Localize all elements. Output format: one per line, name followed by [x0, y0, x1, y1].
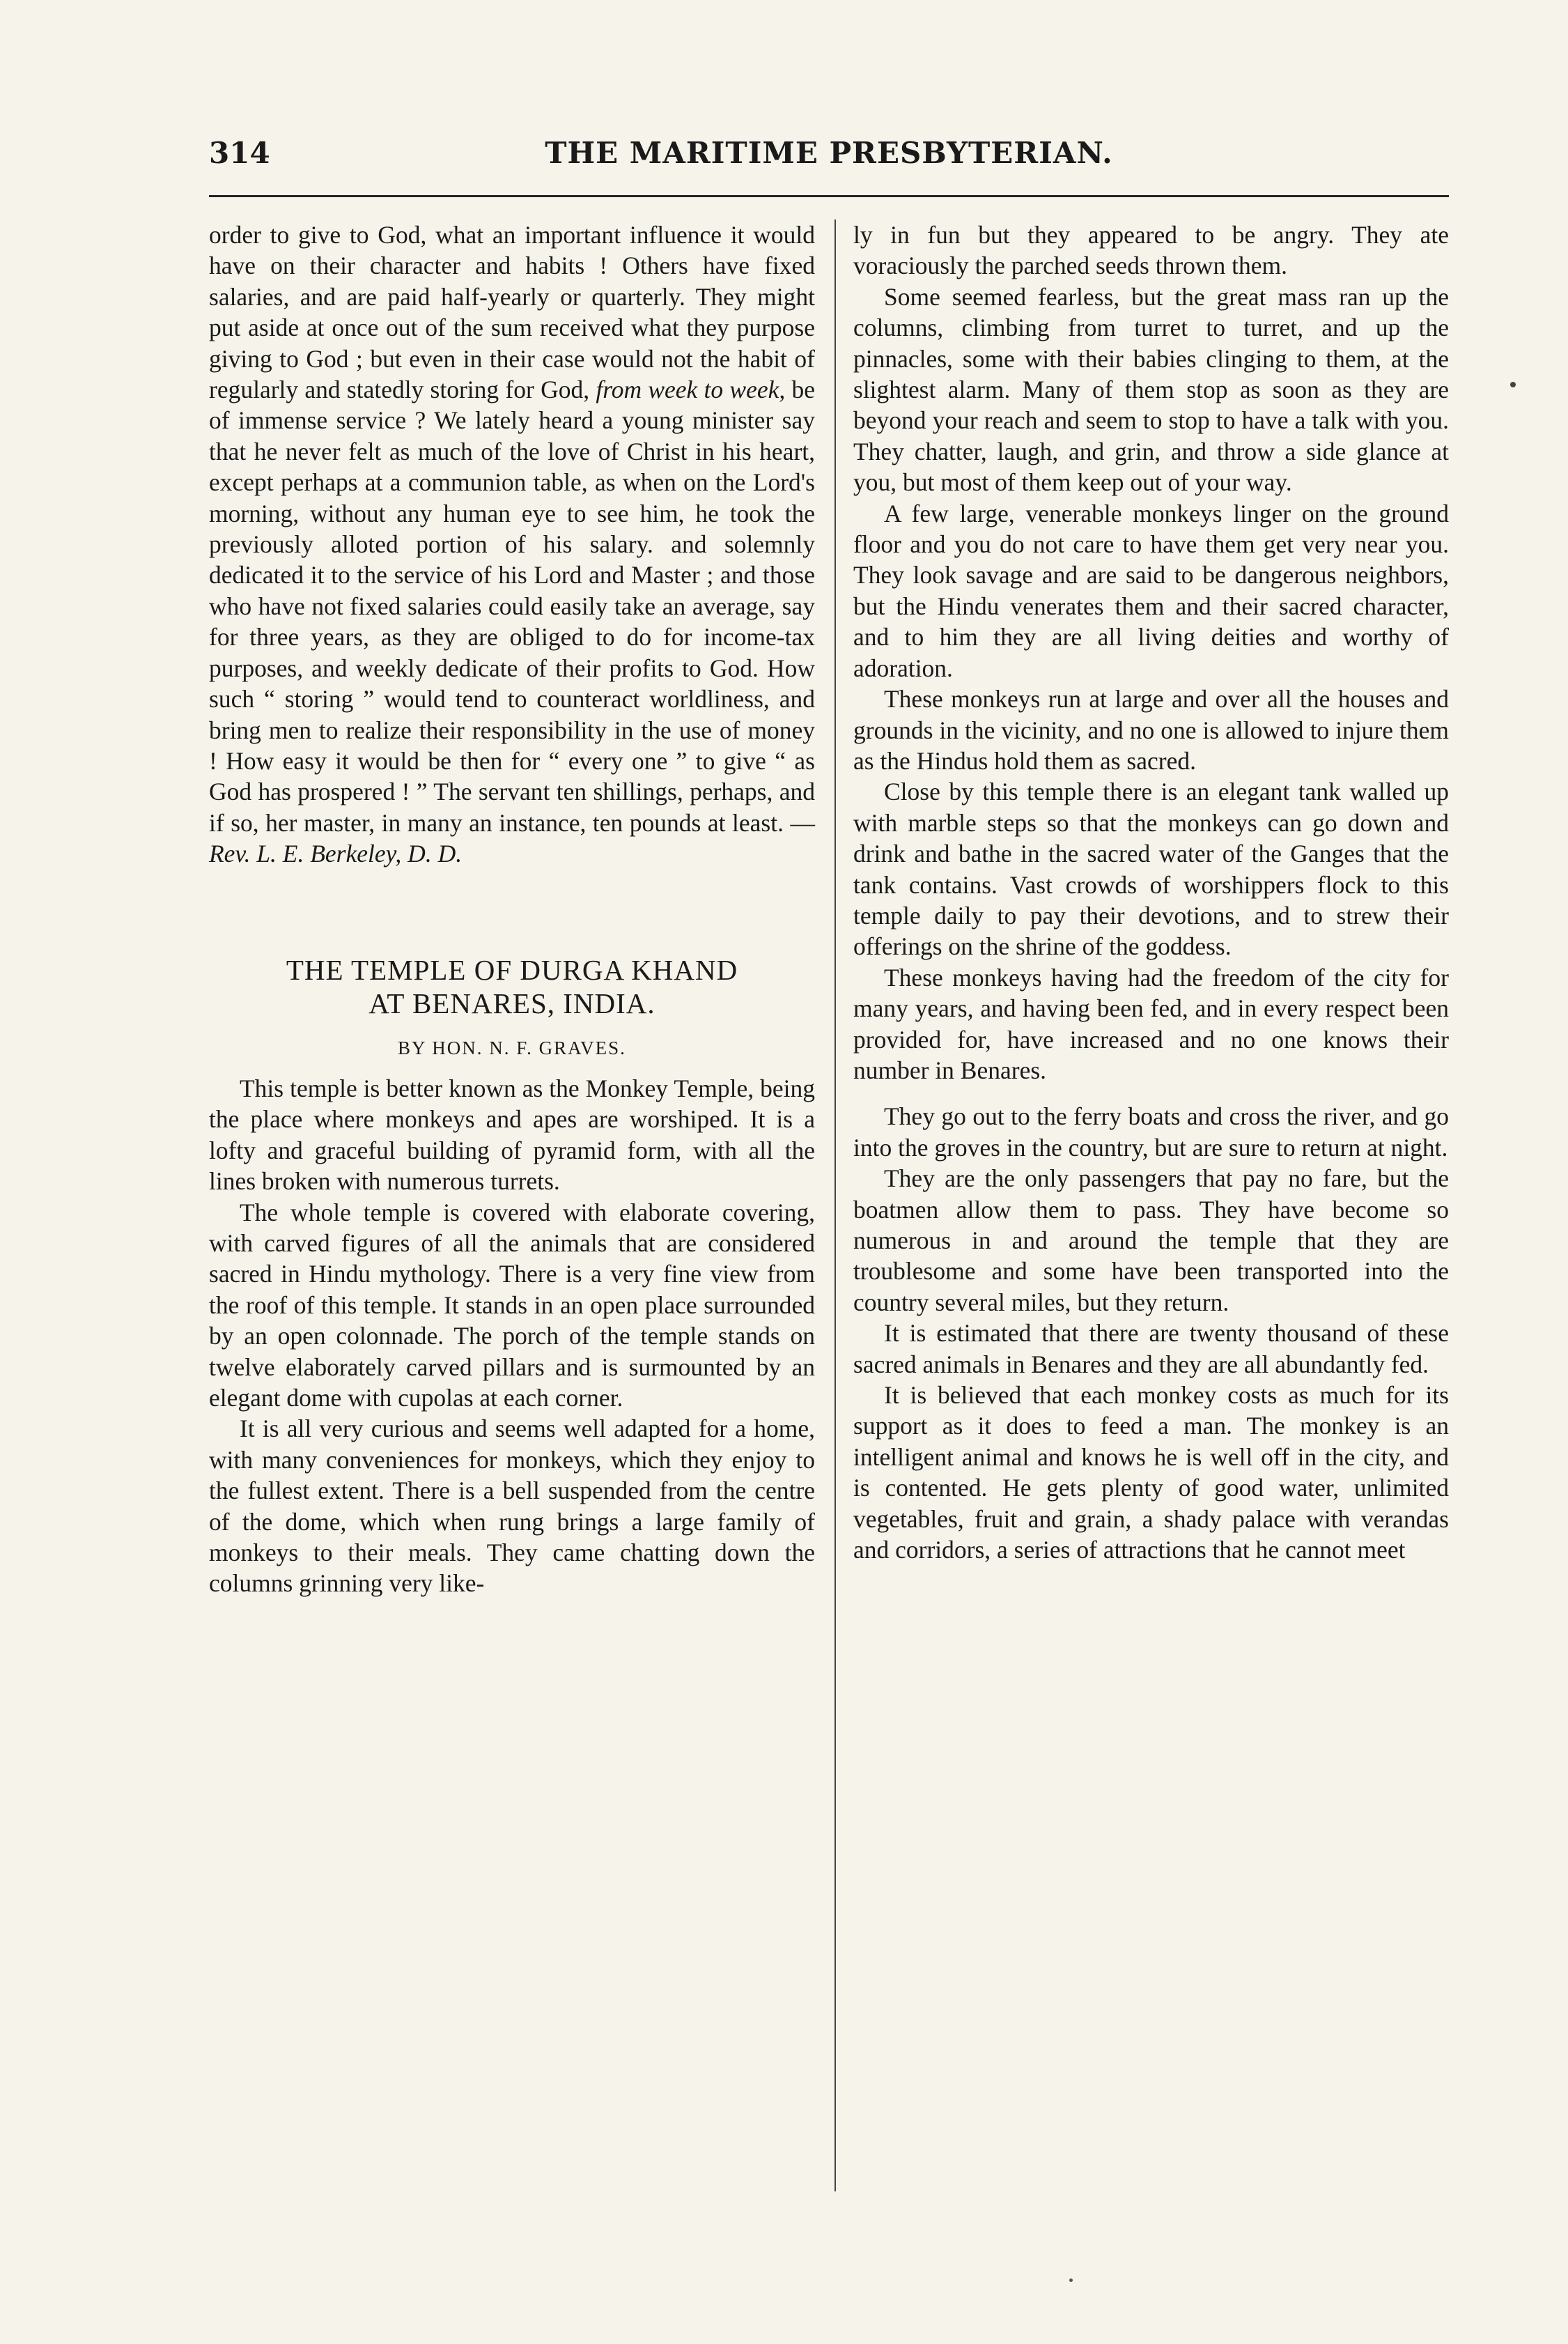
article-paragraph: They go out to the ferry boats and cross the river, and go into the groves in the country, but are sure to return at night.	[853, 1102, 1449, 1162]
author-signature: Rev. L. E. Berkeley, D. D.	[209, 840, 463, 868]
article-paragraph: The whole temple is covered with elaborate covering, with carved figures of all the animals that are considered sacred in Hindu mythology. There is a very fine view from the roof of this temple. It stands in an open place surrounded by an open colonnade. The porch of the temple stands on twelve elaborately carved pillars and is surmounted by an elegant dome with cupolas at each corner.	[209, 1198, 815, 1412]
article-paragraph: It is estimated that there are twenty thousand of these sacred animals in Benares and they are all abundantly fed.	[853, 1319, 1449, 1378]
article-paragraph: A few large, venerable monkeys linger on the ground floor and you do not care to have them get very near you. They look savage and are said to be dangerous neighbors, but the Hindu venerates them and their sacred character, and to him they are all living deities and worthy of adoration.	[853, 499, 1449, 682]
article-title: THE TEMPLE OF DURGA KHAND AT BENARES, INDIA.	[286, 953, 738, 1019]
page-header	[209, 136, 1449, 192]
article-paragraph: It is all very curious and seems well adapted for a home, with many conveniences for monkeys, which they enjoy to the fullest extent. There is a bell suspended from the centre of the dome, which when rung brings a large family of monkeys to their meals. They came chatting down the columns grinning very like-	[209, 1414, 815, 1598]
italic-phrase: from week to week,	[596, 376, 786, 404]
article-paragraph: These monkeys having had the freedom of the city for many years, and having been fed, and in every respect been provided for, have increased and no one knows their number in Benares.	[853, 963, 1449, 1084]
article-paragraph: These monkeys run at large and over all the houses and grounds in the vicinity, and no one is allowed to injure them as the Hindus hold them as sacred.	[853, 685, 1449, 775]
column-divider	[835, 219, 836, 2191]
header-rule	[209, 195, 1449, 197]
article-paragraph: ly in fun but they appeared to be angry. They ate voraciously the parched seeds thrown them.	[853, 221, 1449, 280]
article-paragraph: It is believed that each monkey costs as much for its support as it does to feed a man. The monkey is an intelligent animal and knows he is well off in the city, and is contented. He gets plenty of good water, unlimited vegetables, fruit and grain, a shady palace with verandas and corridors, a series of attractions that he cannot meet	[853, 1381, 1449, 1564]
article-paragraph: Some seemed fearless, but the great mass ran up the columns, climbing from turret to turret, and up the pinnacles, some with their babies clinging to them, at the slightest alarm. Many of them stop as soon as they are beyond your reach and seem to stop to have a talk with you. They chatter, laugh, and grin, and throw a side glance at you, but most of them keep out of your way.	[853, 282, 1449, 497]
running-title: THE MARITIME PRESBYTERIAN.	[545, 136, 1113, 170]
article-paragraph: This temple is better known as the Monkey Temple, being the place where monkeys and apes are worshiped. It is a lofty and graceful building of pyramid form, with all the lines broken with numerous turrets.	[209, 1074, 815, 1196]
article-paragraph: They are the only passengers that pay no fare, but the boatmen allow them to pass. They have become so numerous in and around the temple that they are troublesome and some have been transported into the country several miles, but they return.	[853, 1164, 1449, 1316]
left-column	[209, 219, 815, 1599]
print-speck	[1069, 2279, 1073, 2282]
article-byline: BY HON. N. F. GRAVES.	[398, 1037, 626, 1058]
page-number: 314	[209, 136, 270, 170]
article-paragraph: Close by this temple there is an elegant tank walled up with marble steps so that the monkeys can go down and drink and bathe in the sacred water of the Ganges that the tank contains. Vast crowds of worshippers flock to this temple daily to pay their devotions, and to strew their offerings on the shrine of the goddess.	[853, 778, 1449, 961]
print-speck	[1510, 382, 1516, 387]
right-column	[853, 219, 1449, 1565]
continuation-paragraph: order to give to God, what an important influence it would have on their character and habits ! Others have fixed salaries, and are paid half-yearly or quarterly. They might put aside at once out of the sum received what they purpose giving to God ; but even in their case would not the habit of regularly and statedly storing for God, from week to week, be of immense service ? We lately heard a young minister say that he never felt as much of the love of Christ in his heart, except perhaps at a communion table, as when on the Lord's morning, without any human eye to see him, he took the previously alloted portion of his salary. and solemnly dedicated it to the service of his Lord and Master ; and those who have not fixed salaries could easily take an average, say for three years, as they are obliged to do for income-tax purposes, and weekly dedicate of their profits to God. How such “ storing ” would tend to counteract worldliness, and bring men to realize their responsibility in the use of money ! How easy it would be then for “ every one ” to give “ as God has prospered ! ” The servant ten shillings, perhaps, and if so, her master, in many an instance, ten pounds at least. —Rev. L. E. Berkeley, D. D.	[209, 221, 816, 868]
